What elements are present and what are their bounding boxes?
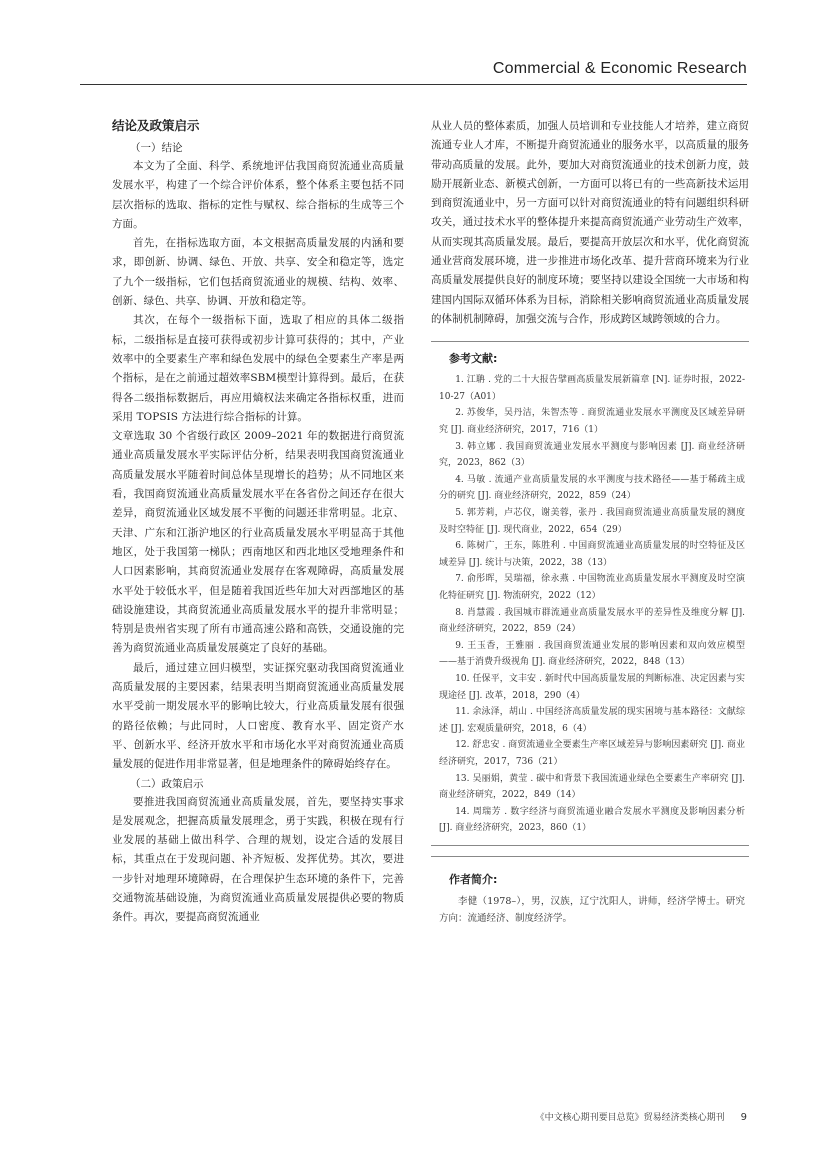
reference-item: 11. 余泳泽，胡山 . 中国经济高质量发展的现实困境与基本路径：文献综述 [J]. 宏观质量研究，2018，6（4） — [439, 707, 745, 734]
reference-item: 7. 俞彤晖，吴瑞福，徐永燕 . 中国物流业高质量发展水平测度及时空演化特征研究 [J]. 物流研究，2022（12） — [439, 574, 745, 601]
section-heading: 结论及政策启示 — [112, 118, 200, 133]
subheading-conclusion: （一）结论 — [130, 142, 183, 154]
reference-item: 4. 马敏 . 流通产业高质量发展的水平测度与技术路径——基于稀疏主成分的研究 [J]. 商业经济研究，2022，859（24） — [439, 474, 745, 502]
reference-item: 1. 江聃 . 党的二十大报告擘画高质量发展新篇章 [N]. 证券时报，2022-10-27（A01） — [439, 375, 745, 402]
reference-item: 9. 王玉香，王雅丽 . 我国商贸流通业发展的影响因素和双向效应模型——基于消费升级视角 [J]. 商业经济研究，2022，848（13） — [439, 640, 745, 668]
paragraph: 首先，在指标选取方面，本文根据高质量发展的内涵和要求，即创新、协调、绿色、开放、共享、安全和稳定等，选定了九个一级指标，它们包括商贸流通业的规模、结构、效率、创新、绿色、共享、协调、开放和稳定等。 — [112, 237, 404, 308]
header-divider — [80, 84, 747, 85]
reference-item: 5. 郭芳莉，卢芯仪，谢美蓉，张丹 . 我国商贸流通业高质量发展的测度及时空特征 [J]. 现代商业，2022，654（29） — [439, 508, 745, 535]
paragraph: 本文为了全面、科学、系统地评估我国商贸流通业高质量发展水平，构建了一个综合评价体系，整个体系主要包括不同层次指标的选取、指标的定性与赋权、综合指标的生成等三个方面。 — [112, 160, 404, 230]
references-title: 参考文献: — [449, 352, 498, 366]
reference-item: 12. 舒忠安 . 商贸流通业全要素生产率区域差异与影响因素研究 [J]. 商业经济研究，2017，736（21） — [439, 740, 745, 767]
left-column — [112, 117, 404, 928]
page-number: 9 — [740, 1112, 747, 1123]
reference-item: 14. 周瑞芳 . 数字经济与商贸流通业融合发展水平测度及影响因素分析 [J]. 商业经济研究，2023，860（1） — [439, 806, 745, 834]
reference-item: 6. 陈树广，王东，陈胜利 . 中国商贸流通业高质量发展的时空特征及区域差异 [J]. 统计与决策，2022，38（13） — [439, 541, 745, 568]
paragraph: 其次，在每个一级指标下面，选取了相应的具体二级指标，二级指标是直接可获得或初步计算可获得的；其中，产业效率中的全要素生产率和绿色发展中的绿色全要素生产率是两个指标，是在之前通过超效率SBM模型计算得到。最后，在获得各二级指标数据后，再应用熵权法来确定各指标权重，进而采用 TOPSIS 方法进行综合指标的计算。 — [112, 314, 404, 423]
paragraph: 从业人员的整体素质，加强人员培训和专业技能人才培养，建立商贸流通专业人才库，不断提升商贸流通业的服务水平，以高质量的服务带动高质量的发展。此外，要加大对商贸流通业的技术创新力度，鼓励开展新业态、新模式创新，一方面可以将已有的一些高新技术运用到商贸流通业中，另一方面可以针对商贸流通业的特有问题组织科研攻关，通过技术水平的整体提升来提高商贸流通产业劳动生产效率，从而实现其高质量发展。最后，要提高开放层次和水平，优化商贸流通业营商发展环境，进一步推进市场化改革、提升营商环境来为行业高质量发展提供良好的制度环境；要坚持以建设全国统一大市场和构建国内国际双循环体系为目标，消除相关影响商贸流通业高质量发展的体制机制障碍，加强交流与合作，形成跨区域跨领域的合力。 — [431, 120, 749, 325]
right-column — [431, 117, 749, 927]
author-bio: 李健（1978–），男，汉族，辽宁沈阳人，讲师，经济学博士。研究方向：流通经济、制度经济学。 — [439, 895, 745, 924]
paragraph: 最后，通过建立回归模型，实证探究驱动我国商贸流通业高质量发展的主要因素，结果表明当期商贸流通业高质量发展水平受前一期发展水平的影响比较大，行业高质量发展有很强的路径依赖；与此同时，人口密度、教育水平、固定资产水平、创新水平、经济开放水平和市场化水平对商贸流通业高质量发展的促进作用非常显著，但是地理条件的障碍始终存在。 — [112, 661, 404, 771]
reference-item: 10. 任保平，文丰安 . 新时代中国高质量发展的判断标准、决定因素与实现途径 [J]. 改革，2018，290（4） — [439, 673, 745, 701]
journal-title: Commercial & Economic Research — [492, 60, 747, 77]
paragraph: 要推进我国商贸流通业高质量发展，首先，要坚持实事求是发展观念，把握高质量发展理念，勇于实践，积极在现有行业发展的基础上做出科学、合理的规划，设定合适的发展目标，其重点在于发现问题、补齐短板、发挥优势。其次，要进一步针对地理环境障碍，在合理保护生态环境的条件下，完善交通物流基础设施，为商贸流通业高质量发展提供必要的物质条件。再次，要提高商贸流通业 — [112, 795, 404, 924]
page-footer — [536, 1110, 747, 1123]
paragraph: 文章选取 30 个省级行政区 2009–2021 年的数据进行商贸流通业高质量发展水平实际评估分析，结果表明我国商贸流通业高质量发展水平随着时间总体呈现增长的趋势；从不同地区来看，我国商贸流通业高质量发展水平在各省份之间还存在很大差异，商贸流通业区域发展不平衡的问题还非常明显。北京、天津、广东和江浙沪地区的行业高质量发展水平明显高于其他地区，处于我国第一梯队；西南地区和西北地区受地理条件和人口因素影响，其商贸流通业发展存在客观障碍，高质量发展水平处于较低水平，但是随着我国近些年加大对西部地区的基础设施建设，其商贸流通业高质量发展水平的提升非常明显；特别是贵州省实现了所有市通高速公路和高铁，交通设施的完善为商贸流通业高质量发展奠定了良好的基础。 — [112, 430, 404, 655]
author-title: 作者简介: — [449, 872, 498, 886]
subheading-policy: （二）政策启示 — [130, 777, 204, 790]
footer-text: 《中文核心期刊要目总览》贸易经济类核心期刊 — [535, 1113, 725, 1123]
reference-item: 13. 吴丽娟，黄莹 . 碳中和背景下我国流通业绿色全要素生产率研究 [J]. 商业经济研究，2022，849（14） — [439, 773, 745, 801]
author-box — [431, 856, 749, 927]
reference-item: 3. 韩立娜 . 我国商贸流通业发展水平测度与影响因素 [J]. 商业经济研究，2023，862（3） — [439, 441, 745, 469]
references-box — [431, 341, 749, 846]
reference-item: 2. 苏俊华，吴丹洁，朱智杰等 . 商贸流通业发展水平测度及区域差异研究 [J]. 商业经济研究，2017，716（1） — [439, 408, 745, 436]
reference-item: 8. 肖慧霞 . 我国城市群流通业高质量发展水平的差异性及维度分解 [J]. 商业经济研究，2022，859（24） — [439, 607, 745, 635]
